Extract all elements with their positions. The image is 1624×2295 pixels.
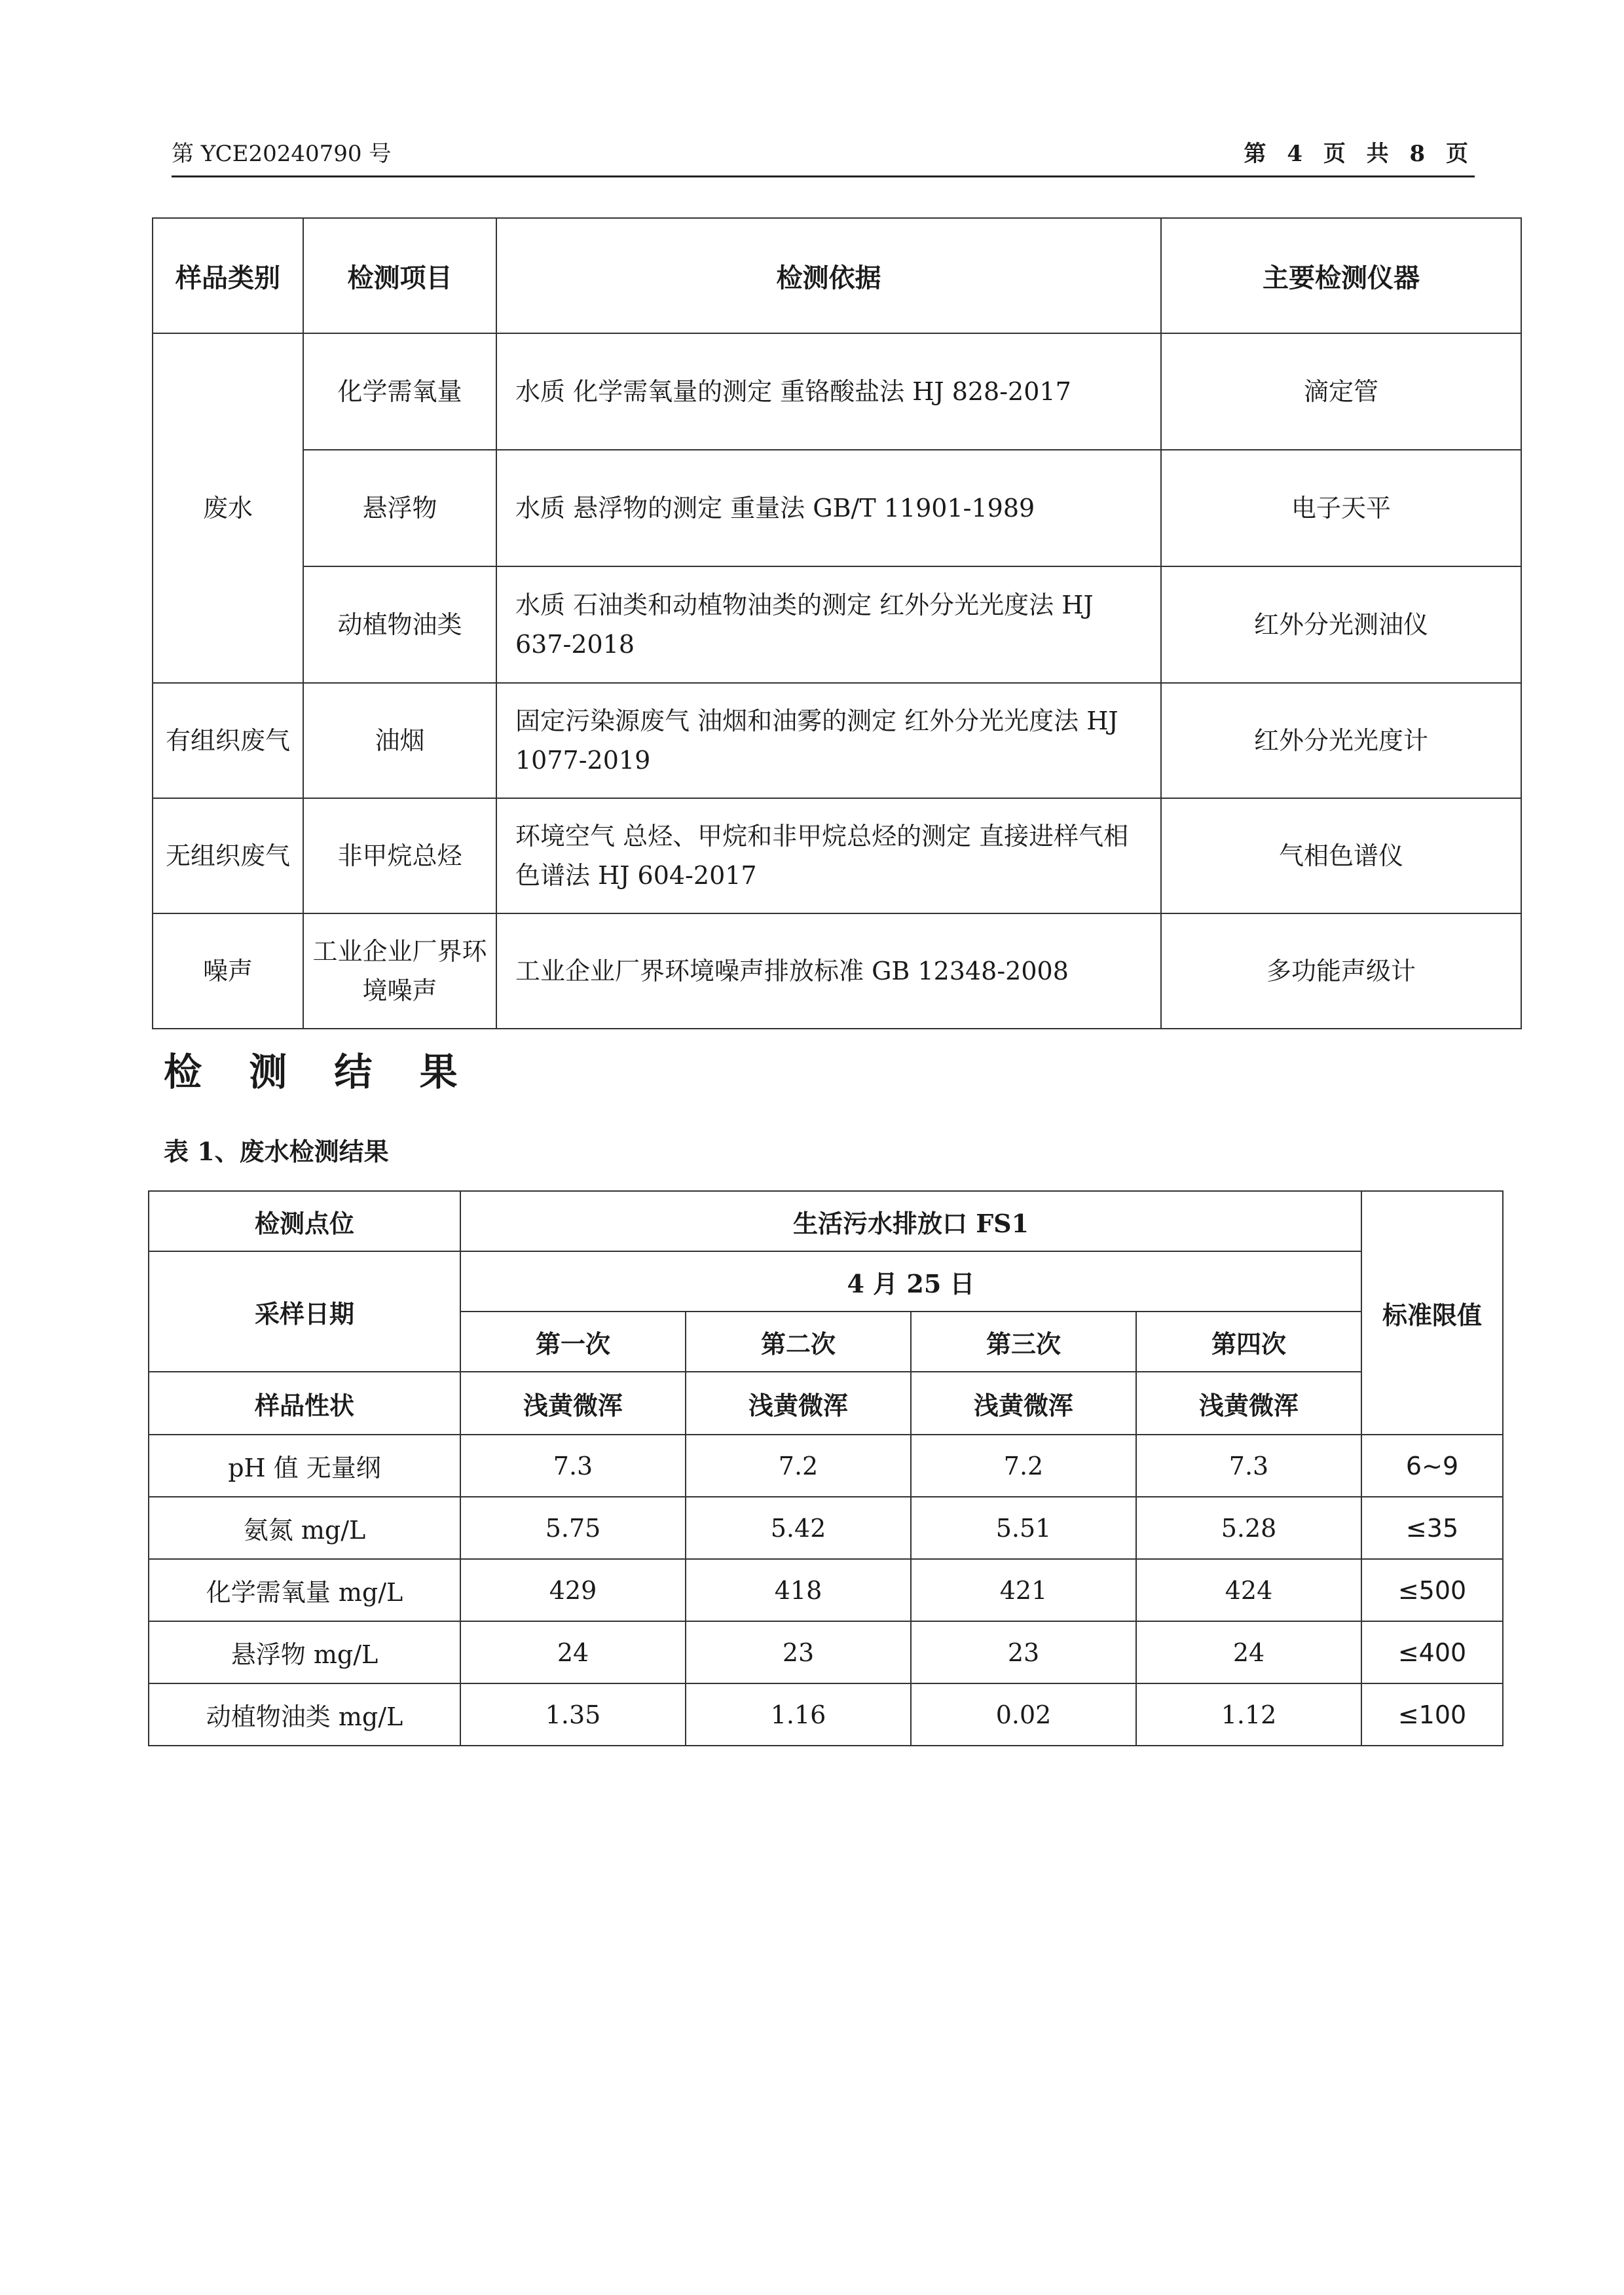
test-basis: 水质 石油类和动植物油类的测定 红外分光光度法 HJ 637-2018 xyxy=(496,566,1161,683)
table-row xyxy=(153,798,1521,913)
result-value: 24 xyxy=(460,1621,686,1683)
result-value: 1.16 xyxy=(686,1683,911,1746)
table-row xyxy=(149,1683,1503,1746)
test-basis: 工业企业厂界环境噪声排放标准 GB 12348-2008 xyxy=(496,913,1161,1029)
result-value: 1.12 xyxy=(1136,1683,1361,1746)
result-value: 5.51 xyxy=(911,1497,1136,1559)
test-basis: 固定污染源废气 油烟和油雾的测定 红外分光光度法 HJ 1077-2019 xyxy=(496,683,1161,798)
results-table xyxy=(148,1190,1504,1746)
test-item: 工业企业厂界环境噪声 xyxy=(303,913,496,1029)
result-value: 5.75 xyxy=(460,1497,686,1559)
col-header-basis: 检测依据 xyxy=(496,218,1161,333)
result-value: 418 xyxy=(686,1559,911,1621)
limit-value: 6~9 xyxy=(1361,1435,1503,1497)
table-row xyxy=(149,1497,1503,1559)
table-row xyxy=(149,1559,1503,1621)
instrument: 滴定管 xyxy=(1161,333,1521,450)
param-name: 氨氮 mg/L xyxy=(149,1497,460,1559)
limit-value: ≤35 xyxy=(1361,1497,1503,1559)
result-value: 1.35 xyxy=(460,1683,686,1746)
instrument: 红外分光测油仪 xyxy=(1161,566,1521,683)
instrument: 红外分光光度计 xyxy=(1161,683,1521,798)
col-header-instrument: 主要检测仪器 xyxy=(1161,218,1521,333)
result-value: 7.3 xyxy=(1136,1435,1361,1497)
test-item: 非甲烷总烃 xyxy=(303,798,496,913)
time-label: 第二次 xyxy=(686,1312,911,1372)
test-item: 油烟 xyxy=(303,683,496,798)
table-row xyxy=(153,683,1521,798)
test-item: 动植物油类 xyxy=(303,566,496,683)
group-unorganized-gas: 无组织废气 xyxy=(153,798,303,913)
date-label: 采样日期 xyxy=(149,1251,460,1372)
test-basis: 环境空气 总烃、甲烷和非甲烷总烃的测定 直接进样气相色谱法 HJ 604-2017 xyxy=(496,798,1161,913)
page-indicator: 第 4 页 共 8 页 xyxy=(1244,141,1475,167)
group-wastewater: 废水 xyxy=(153,333,303,683)
appearance: 浅黄微浑 xyxy=(686,1372,911,1435)
limit-value: ≤100 xyxy=(1361,1683,1503,1746)
test-item: 悬浮物 xyxy=(303,450,496,566)
test-item: 化学需氧量 xyxy=(303,333,496,450)
result-value: 421 xyxy=(911,1559,1136,1621)
limit-value: ≤500 xyxy=(1361,1559,1503,1621)
table-row xyxy=(149,1372,1503,1435)
appearance: 浅黄微浑 xyxy=(911,1372,1136,1435)
result-value: 0.02 xyxy=(911,1683,1136,1746)
instrument: 电子天平 xyxy=(1161,450,1521,566)
param-name: 悬浮物 mg/L xyxy=(149,1621,460,1683)
point-label: 检测点位 xyxy=(149,1191,460,1251)
sample-label: 样品性状 xyxy=(149,1372,460,1435)
time-label: 第四次 xyxy=(1136,1312,1361,1372)
page-header xyxy=(172,130,1475,177)
instrument: 气相色谱仪 xyxy=(1161,798,1521,913)
report-number: 第 YCE20240790 号 xyxy=(172,141,392,167)
result-value: 24 xyxy=(1136,1621,1361,1683)
col-header-sample-type: 样品类别 xyxy=(153,218,303,333)
table-row xyxy=(153,566,1521,683)
result-value: 5.42 xyxy=(686,1497,911,1559)
test-basis: 水质 悬浮物的测定 重量法 GB/T 11901-1989 xyxy=(496,450,1161,566)
result-value: 5.28 xyxy=(1136,1497,1361,1559)
instrument: 多功能声级计 xyxy=(1161,913,1521,1029)
table-row xyxy=(149,1251,1503,1312)
date-value: 4 月 25 日 xyxy=(460,1251,1361,1312)
result-value: 7.2 xyxy=(686,1435,911,1497)
result-value: 429 xyxy=(460,1559,686,1621)
table-row xyxy=(149,1621,1503,1683)
param-name: 化学需氧量 mg/L xyxy=(149,1559,460,1621)
point-value: 生活污水排放口 FS1 xyxy=(460,1191,1361,1251)
result-value: 7.3 xyxy=(460,1435,686,1497)
method-header-row xyxy=(153,218,1521,333)
method-table xyxy=(152,217,1522,1029)
col-header-test-item: 检测项目 xyxy=(303,218,496,333)
appearance: 浅黄微浑 xyxy=(460,1372,686,1435)
table-row xyxy=(153,913,1521,1029)
param-name: pH 值 无量纲 xyxy=(149,1435,460,1497)
table-row xyxy=(149,1191,1503,1251)
appearance: 浅黄微浑 xyxy=(1136,1372,1361,1435)
result-value: 424 xyxy=(1136,1559,1361,1621)
result-value: 23 xyxy=(686,1621,911,1683)
table-row xyxy=(153,333,1521,450)
time-label: 第三次 xyxy=(911,1312,1136,1372)
limit-header: 标准限值 xyxy=(1361,1191,1503,1435)
limit-value: ≤400 xyxy=(1361,1621,1503,1683)
result-value: 23 xyxy=(911,1621,1136,1683)
result-value: 7.2 xyxy=(911,1435,1136,1497)
test-basis: 水质 化学需氧量的测定 重铬酸盐法 HJ 828-2017 xyxy=(496,333,1161,450)
table-row xyxy=(149,1435,1503,1497)
time-label: 第一次 xyxy=(460,1312,686,1372)
group-organized-gas: 有组织废气 xyxy=(153,683,303,798)
table-caption: 表 1、废水检测结果 xyxy=(164,1137,389,1166)
param-name: 动植物油类 mg/L xyxy=(149,1683,460,1746)
group-noise: 噪声 xyxy=(153,913,303,1029)
table-row xyxy=(153,450,1521,566)
section-title: 检 测 结 果 xyxy=(164,1050,475,1094)
